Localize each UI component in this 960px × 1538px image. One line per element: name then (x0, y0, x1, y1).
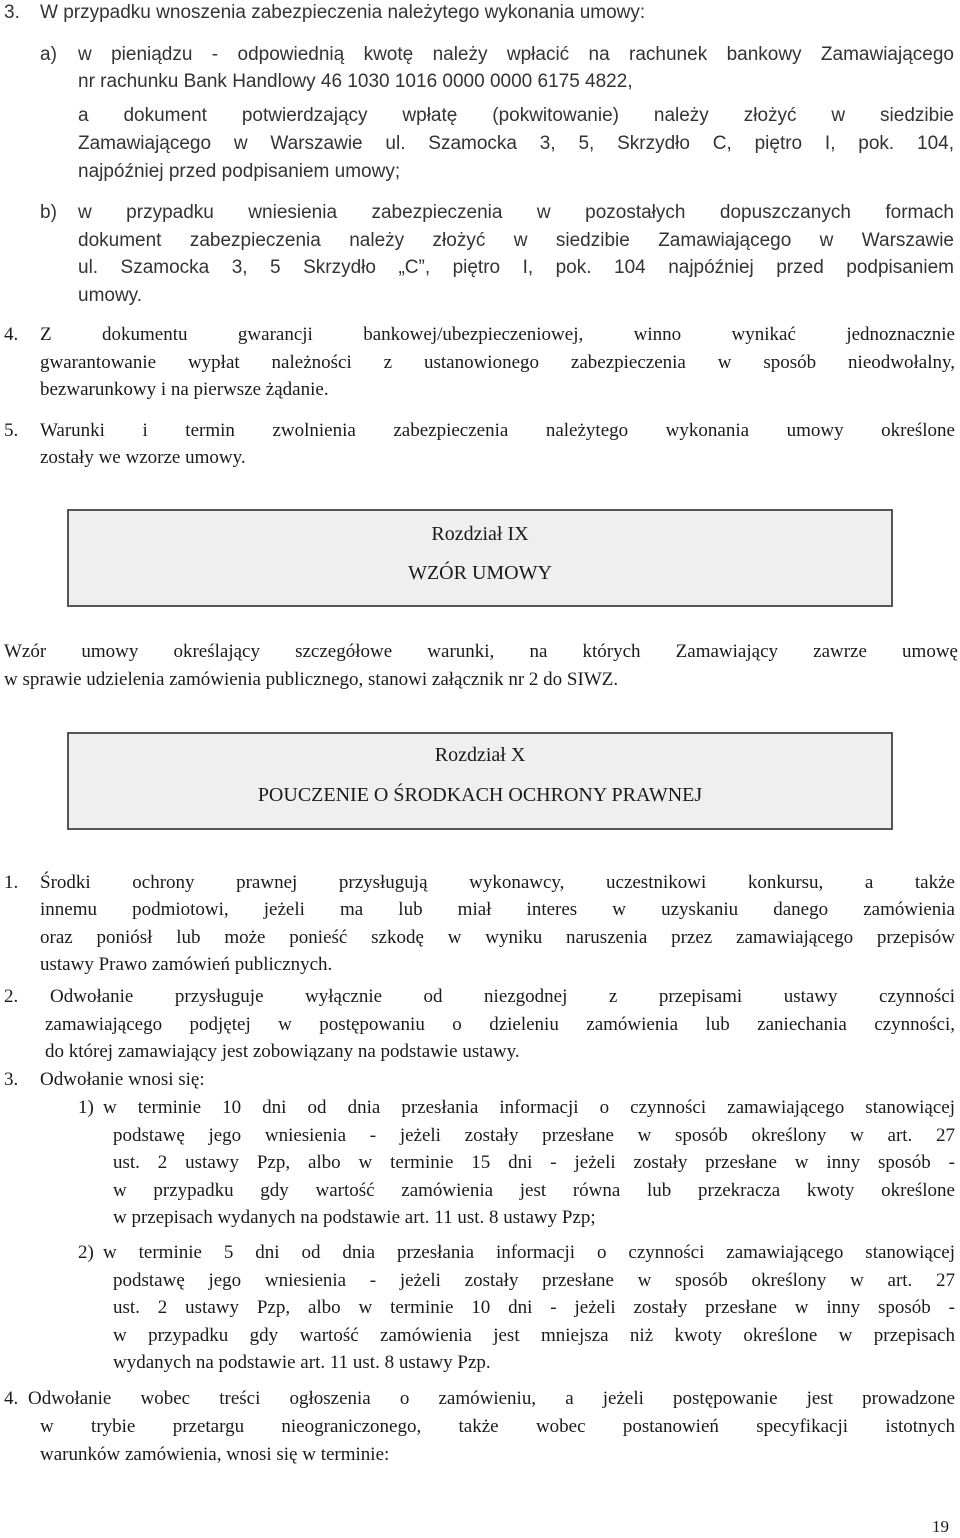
x4-line: Odwołanie wobec treści ogłoszenia o zamówieniu, a jeżeli postępowanie jest prowadzone (28, 1388, 955, 1409)
section-5-number: 5. (4, 420, 19, 441)
x3-item-2-line: wydanych na podstawie art. 11 ust. 8 ustawy Pzp. (113, 1352, 491, 1373)
section-4-line: gwarantowanie wypłat należności z ustanowionego zabezpieczenia w sposób nieodwołalny, (40, 352, 955, 373)
section-5-line: Warunki i termin zwolnienia zabezpieczenia należytego wykonania umowy określone (40, 420, 955, 441)
x2-line: zamawiającego podjętej w postępowaniu o dzieleniu zamówienia lub zaniechania czynności, (45, 1014, 955, 1035)
x2-line: do której zamawiający jest zobowiązany na podstawie ustawy. (45, 1041, 520, 1062)
section-3-number: 3. (4, 2, 20, 23)
chapter-x-header (67, 732, 893, 830)
section-3-intro: W przypadku wnoszenia zabezpieczenia należytego wykonania umowy: (40, 2, 646, 23)
x3-item-2-line: ust. 2 ustawy Pzp, albo w terminie 10 dni - jeżeli zostały przesłane w inny sposób - (113, 1297, 955, 1318)
section-5-line: zostały we wzorze umowy. (40, 447, 246, 468)
x3-number: 3. (4, 1069, 19, 1090)
x3-item-1-label: 1) (78, 1097, 94, 1118)
x4-line: warunków zamówienia, wnosi się w terminie: (40, 1444, 390, 1465)
item-b-line: w przypadku wniesienia zabezpieczenia w pozostałych dopuszczanych formach (78, 202, 954, 223)
x1-line: Środki ochrony prawnej przysługują wykonawcy, uczestnikowi konkursu, a także (40, 872, 955, 893)
x3-item-1-line: w przypadku gdy wartość zamówienia jest równa lub przekracza kwoty określone (113, 1180, 955, 1201)
x1-line: oraz poniósł lub może ponieść szkodę w wyniku naruszenia przez zamawiającego przepisów (40, 927, 955, 948)
section-4-line: bezwarunkowy i na pierwsze żądanie. (40, 379, 329, 400)
x3-item-2-label: 2) (78, 1242, 94, 1263)
item-a-label: a) (40, 44, 57, 65)
chapter-x-title: Rozdział X (434, 744, 526, 766)
x4-line: w trybie przetargu nieograniczonego, także wobec postanowień specyfikacji istotnych (40, 1416, 955, 1437)
x3-item-1-line: w przepisach wydanych na podstawie art. 11 ust. 8 ustawy Pzp; (113, 1207, 596, 1228)
x3-item-2-line: w terminie 5 dni od dnia przesłania informacji o czynności zamawiającego stanowiącej (103, 1242, 955, 1263)
page-number: 19 (932, 1517, 949, 1536)
x2-number: 2. (4, 986, 19, 1007)
section-4-line: Z dokumentu gwarancji bankowej/ubezpieczeniowej, winno wynikać jednoznacznie (40, 324, 955, 345)
x4-number: 4. (4, 1388, 19, 1409)
chapter-ix-text-line: w sprawie udzielenia zamówienia publicznego, stanowi załącznik nr 2 do SIWZ. (4, 669, 619, 690)
chapter-x-subtitle: POUCZENIE O ŚRODKACH OCHRONY PRAWNEJ (257, 784, 703, 806)
item-a-line: najpóźniej przed podpisaniem umowy; (78, 161, 401, 182)
x3-item-2-line: podstawę jego wniesienia - jeżeli zostały przesłane w sposób określony w art. 27 (113, 1270, 955, 1291)
x1-number: 1. (4, 872, 19, 893)
x3-intro: Odwołanie wnosi się: (40, 1069, 205, 1090)
chapter-ix-subtitle: WZÓR UMOWY (408, 562, 552, 584)
item-b-line: umowy. (78, 285, 143, 306)
x3-item-1-line: w terminie 10 dni od dnia przesłania informacji o czynności zamawiającego stanowiącej (103, 1097, 955, 1118)
item-a-line: nr rachunku Bank Handlowy 46 1030 1016 0000 0000 6175 4822, (78, 71, 633, 92)
x3-item-2-line: w przypadku gdy wartość zamówienia jest mniejsza niż kwoty określone w przepisach (113, 1325, 955, 1346)
section-4-number: 4. (4, 324, 19, 345)
x3-item-1-line: podstawę jego wniesienia - jeżeli zostały przesłane w sposób określony w art. 27 (113, 1125, 955, 1146)
item-a-line: Zamawiającego w Warszawie ul. Szamocka 3, 5, Skrzydło C, piętro I, pok. 104, (78, 133, 954, 154)
x3-item-1-line: ust. 2 ustawy Pzp, albo w terminie 15 dni - jeżeli zostały przesłane w inny sposób - (113, 1152, 955, 1173)
item-a-line: w pieniądzu - odpowiednią kwotę należy wpłacić na rachunek bankowy Zamawiającego (78, 44, 954, 65)
x1-line: innemu podmiotowi, jeżeli ma lub miał interes w uzyskaniu danego zamówienia (40, 899, 955, 920)
item-b-label: b) (40, 202, 57, 223)
chapter-ix-title: Rozdział IX (431, 523, 529, 545)
chapter-ix-text-line: Wzór umowy określający szczegółowe warunki, na których Zamawiający zawrze umowę (4, 641, 958, 662)
item-b-line: ul. Szamocka 3, 5 Skrzydło „C”, piętro I, pok. 104 najpóźniej przed podpisaniem (78, 257, 954, 278)
chapter-ix-header (67, 509, 893, 607)
x2-line: Odwołanie przysługuje wyłącznie od niezgodnej z przepisami ustawy czynności (50, 986, 955, 1007)
item-a-line: a dokument potwierdzający wpłatę (pokwitowanie) należy złożyć w siedzibie (78, 105, 954, 126)
x1-line: ustawy Prawo zamówień publicznych. (40, 954, 333, 975)
item-b-line: dokument zabezpieczenia należy złożyć w siedzibie Zamawiającego w Warszawie (78, 230, 954, 251)
